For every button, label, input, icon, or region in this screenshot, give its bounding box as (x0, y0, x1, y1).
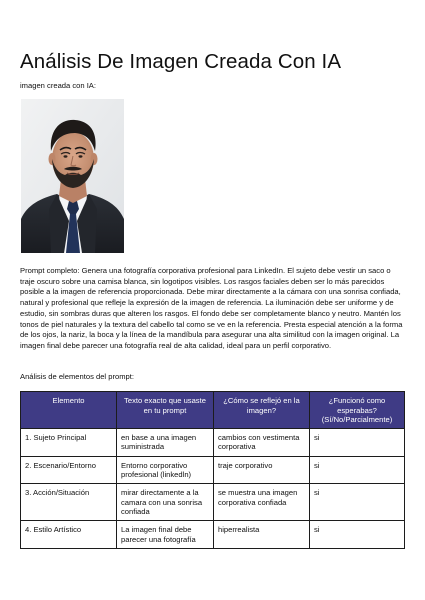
table-cell: hiperrealista (214, 520, 310, 548)
table-cell: si (310, 520, 405, 548)
table-row (21, 483, 405, 520)
image-caption: imagen creada con IA: (20, 81, 96, 90)
table-cell: si (310, 456, 405, 483)
table-cell: 1. Sujeto Principal (21, 428, 117, 456)
table-header-row (21, 392, 405, 429)
table-cell: La imagen final debe parecer una fotografía (117, 520, 214, 548)
table-cell: se muestra una imagen corporativa confiada (214, 483, 310, 520)
table-row (21, 456, 405, 483)
table-row (21, 428, 405, 456)
table-cell: traje corporativo (214, 456, 310, 483)
table-cell: mirar directamente a la camara con una sonrisa confiada (117, 483, 214, 520)
document-title: Análisis De Imagen Creada Con IA (20, 50, 342, 73)
table-cell: 3. Acción/Situación (21, 483, 117, 520)
table-cell: 4. Estilo Artístico (21, 520, 117, 548)
header-funciono: ¿Funcionó como esperabas? (Sí/No/Parcialmente) (310, 392, 405, 429)
table-row (21, 520, 405, 548)
table-cell: si (310, 483, 405, 520)
prompt-analysis-table (20, 391, 405, 549)
table-cell: 2. Escenario/Entorno (21, 456, 117, 483)
analysis-heading: Análisis de elementos del prompt: (20, 372, 134, 381)
header-elemento: Elemento (21, 392, 117, 429)
header-texto-exacto: Texto exacto que usaste en tu prompt (117, 392, 214, 429)
header-como-se-reflejo: ¿Cómo se reflejó en la imagen? (214, 392, 310, 429)
portrait-photo (21, 99, 124, 253)
table-cell: Entorno corporativo profesional (linkedln) (117, 456, 214, 483)
prompt-paragraph: Prompt completo: Genera una fotografía corporativa profesional para LinkedIn. El sujeto debe vestir un saco o traje oscuro sobre una camisa blanca, sin logotipos visibles. Los rasgos faciales deben ser lo más parecidos posible a la imagen de referencia proporcionada. Debe mirar directamente a la cámara con una sonrisa confiada, natural y profesional que refleje la expresión de la imagen de referencia. La iluminación debe ser uniforme y de estudio, sin sombras duras que alteren los rasgos. El fondo debe ser completamente blanco y neutro. Mantén los tonos de piel naturales y la textura del cabello tal como se ve en la referencia. Presta especial atención a la forma de los ojos, la nariz, la boca y la línea de la mandíbula para asegurar una alta similitud con la imagen original. La imagen final debe parecer una fotografía real de alta calidad, ideal para un perfil corporativo. (20, 266, 403, 350)
table-cell: en base a una imagen suministrada (117, 428, 214, 456)
table-cell: cambios con vestimenta corporativa (214, 428, 310, 456)
table-cell: si (310, 428, 405, 456)
